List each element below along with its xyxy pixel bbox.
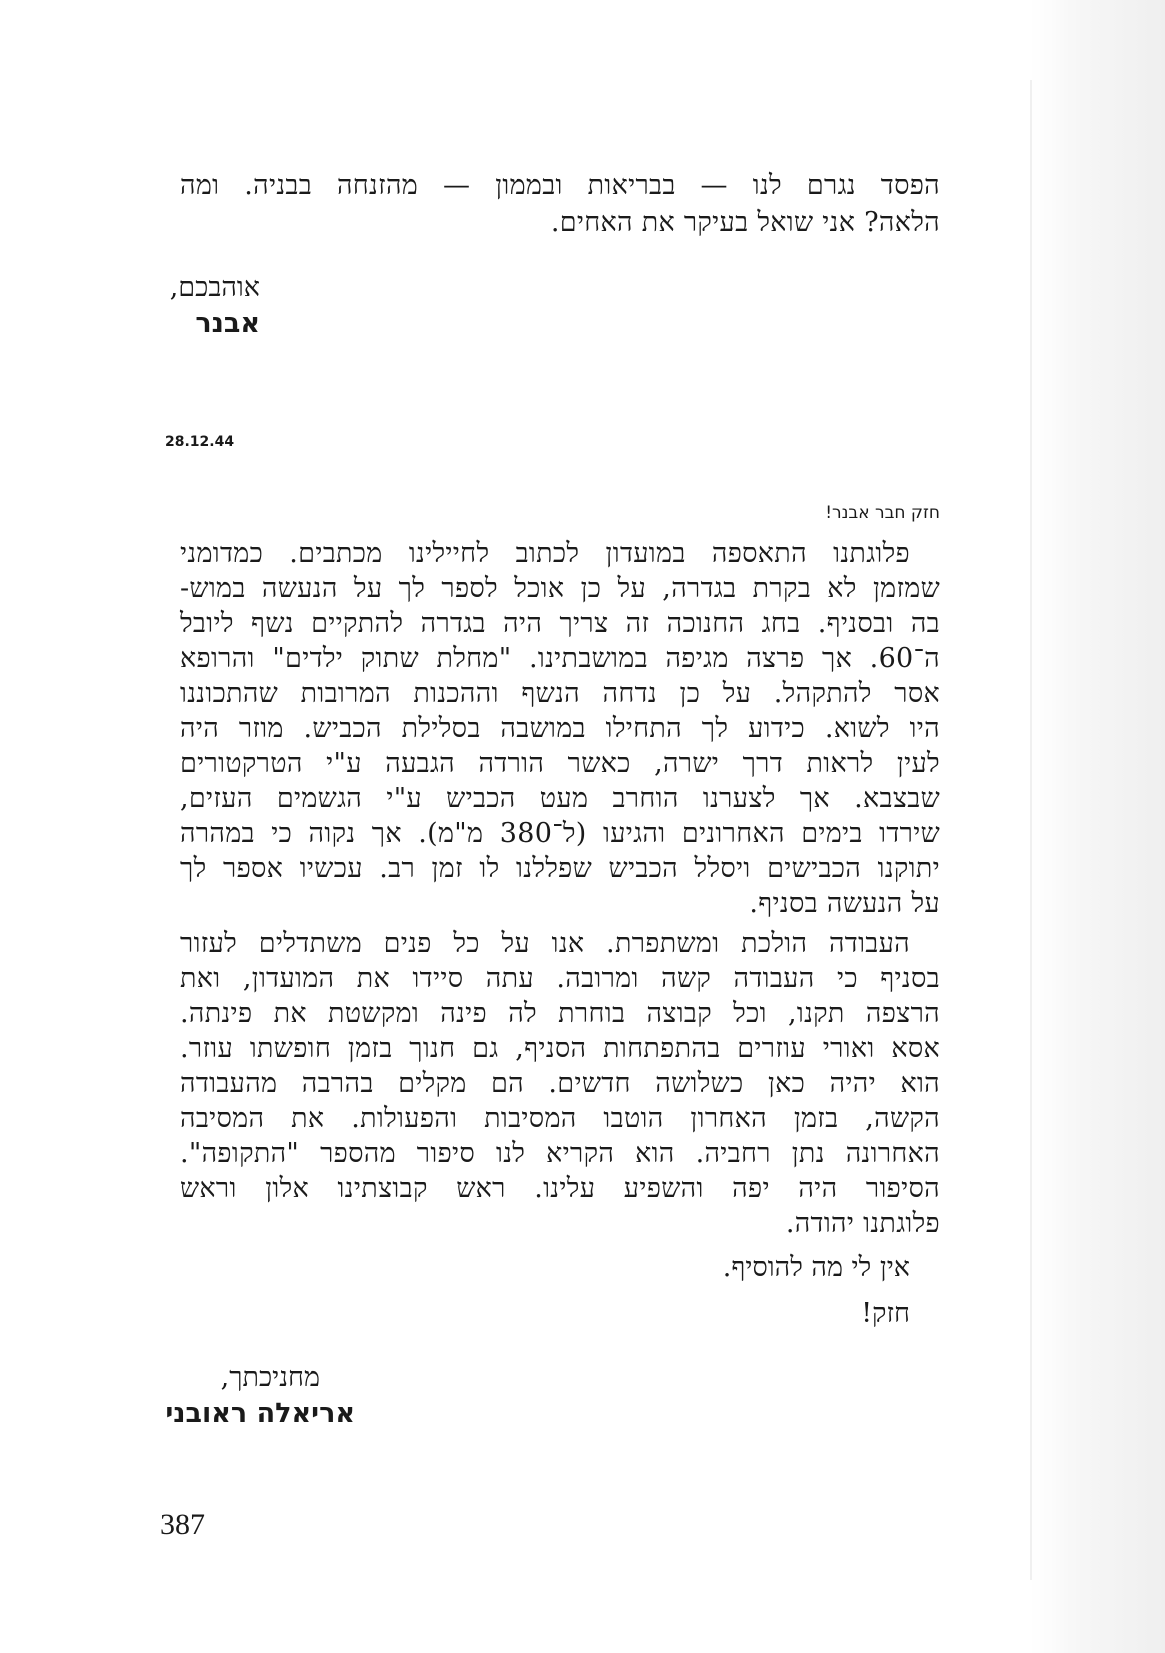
letter-date: 28.12.44 bbox=[165, 434, 235, 450]
p1-line-4: ה־60. אך פרצה מגיפה במושבתינו. "מחלת שתוק ילדים" והרופא bbox=[180, 643, 940, 674]
p1-line-8: שבצבא. אך לצערנו הוחרב מעט הכביש ע"י הגשמים העזים, bbox=[180, 783, 940, 814]
letter1-closing: אוהבכם, bbox=[169, 272, 260, 303]
p2-line-1: העבודה הולכת ומשתפרת. אנו על כל פנים משתדלים לעזור bbox=[180, 928, 910, 959]
letter1-line-2: הלאה? אני שואל בעיקר את האחים. bbox=[550, 207, 940, 238]
p1-line-5: אסר להתקהל. על כן נדחה הנשף וההכנות המרובות שהתכוננו bbox=[180, 678, 940, 709]
p1-line-3: בה ובסניף. בחג החנוכה זה צריך היה בגדרה להתקיים נשף ליובל bbox=[180, 608, 940, 639]
p1-line-2: שמזמן לא בקרת בגדרה, על כן אוכל לספר לך על הנעשה במוש- bbox=[180, 573, 940, 604]
salute: חזק! bbox=[861, 1298, 910, 1329]
page-number: 387 bbox=[160, 1508, 205, 1541]
p1-line-6: היו לשוא. כידוע לך התחילו במושבה בסלילת הכביש. מוזר היה bbox=[180, 713, 940, 744]
p2-line-5: הוא יהיה כאן כשלושה חדשים. הם מקלים בהרבה מהעבודה bbox=[180, 1068, 940, 1099]
p1-line-10: יתוקנו הכבישים ויסלל הכביש שפללנו לו זמן רב. עכשיו אספר לך bbox=[180, 853, 940, 884]
p1-line-7: לעין לראות דרך ישרה, כאשר הורדה הגבעה ע"י הטרקטורים bbox=[180, 748, 940, 779]
fold-line bbox=[1030, 80, 1032, 1580]
p2-line-9: פלוגתנו יהודה. bbox=[785, 1208, 940, 1239]
letter-greeting: חזק חבר אבנר! bbox=[825, 503, 940, 523]
p1-line-11: על הנעשה בסניף. bbox=[749, 888, 940, 919]
p1-line-9: שירדו בימים האחרונים והגיעו (ל־380 מ"מ). אך נקוה כי במהרה bbox=[180, 818, 941, 849]
letter2-signature: אריאלה ראובני bbox=[165, 1398, 355, 1429]
p2-line-7: האחרונה נתן רחביה. הוא הקריא לנו סיפור מהספר "התקופה". bbox=[180, 1138, 940, 1169]
sign-off: מחניכתך, bbox=[220, 1362, 320, 1393]
letter1-line-1: הפסד נגרם לנו — בבריאות ובממון — מהזנחה בבניה. ומה bbox=[180, 170, 940, 201]
p2-line-8: הסיפור היה יפה והשפיע עלינו. ראש קבוצתינו אלון וראש bbox=[180, 1173, 940, 1204]
closing-line: אין לי מה להוסיף. bbox=[722, 1252, 910, 1283]
p2-line-4: אסא ואורי עוזרים בהתפתחות הסניף, גם חנוך בזמן חופשתו עוזר. bbox=[180, 1033, 940, 1064]
p1-line-1: פלוגתנו התאספה במועדון לכתוב לחיילינו מכתבים. כמדומני bbox=[180, 538, 910, 569]
letter1-signature: אבנר bbox=[195, 308, 260, 339]
p2-line-2: בסניף כי העבודה קשה ומרובה. עתה סיידו את המועדון, ואת bbox=[180, 963, 940, 994]
book-spine-shadow bbox=[1030, 0, 1165, 1653]
p2-line-3: הרצפה תקנו, וכל קבוצה בוחרת לה פינה ומקשטת את פינתה. bbox=[180, 998, 940, 1029]
p2-line-6: הקשה, בזמן האחרון הוטבו המסיבות והפעולות. את המסיבה bbox=[180, 1103, 940, 1134]
